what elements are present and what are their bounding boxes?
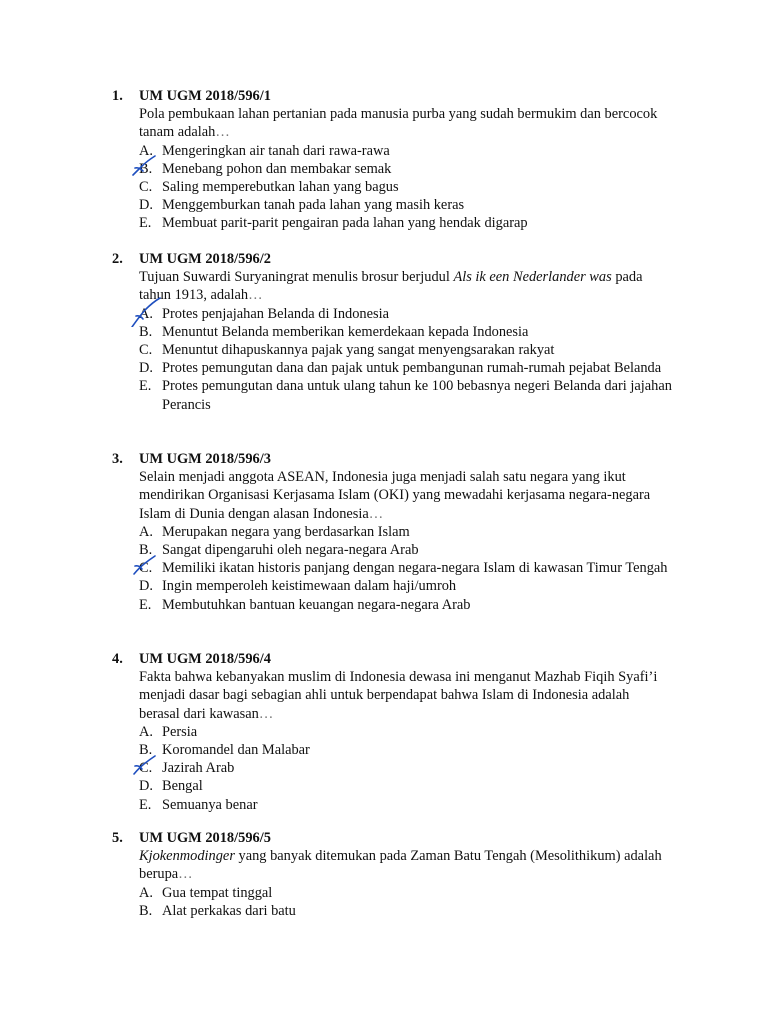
question-title: UM UGM 2018/596/4	[139, 651, 271, 667]
question-stem: Tujuan Suwardi Suryaningrat menulis brosur berjudul Als ik een Nederlander was pada tahun 1913, adalah…	[139, 269, 643, 304]
option-b: B. Menuntut Belanda memberikan kemerdekaan kepada Indonesia	[139, 323, 529, 340]
option-d: D. Menggemburkan tanah pada lahan yang masih keras	[139, 197, 465, 214]
options-list	[139, 142, 672, 233]
options-list	[139, 723, 672, 814]
question-title: UM UGM 2018/596/2	[139, 251, 271, 267]
question-3	[112, 450, 672, 614]
question-title: UM UGM 2018/596/5	[139, 830, 271, 846]
option-a: A. Gua tempat tinggal	[139, 884, 273, 901]
question-header	[112, 450, 672, 468]
question-title: UM UGM 2018/596/1	[139, 88, 271, 104]
option-c: C. Menuntut dihapuskannya pajak yang sangat menyengsarakan rakyat	[139, 342, 555, 359]
option-c: C. Jazirah Arab	[139, 759, 672, 777]
option-b: B. Koromandel dan Malabar	[139, 742, 310, 759]
option-d: D. Bengal	[139, 778, 203, 795]
options-list	[139, 305, 672, 414]
option-d: D. Protes pemungutan dana dan pajak untuk pembangunan rumah-rumah pejabat Belanda	[139, 360, 662, 377]
question-stem: Pola pembukaan lahan pertanian pada manusia purba yang sudah bermukim dan bercocok tanam adalah…	[139, 106, 658, 141]
option-e: E. Membuat parit-parit pengairan pada lahan yang hendak digarap	[139, 215, 528, 232]
question-2	[112, 250, 672, 414]
question-5	[112, 829, 672, 920]
question-stem: Kjokenmodinger yang banyak ditemukan pada Zaman Batu Tengah (Mesolithikum) adalah berupa…	[139, 848, 662, 883]
question-title: UM UGM 2018/596/3	[139, 451, 271, 467]
option-d: D. Ingin memperoleh keistimewaan dalam haji/umroh	[139, 578, 457, 595]
options-list	[139, 884, 672, 920]
question-header	[112, 250, 672, 268]
option-a: A. Merupakan negara yang berdasarkan Islam	[139, 523, 410, 540]
question-number: 4.	[112, 651, 123, 667]
option-c: C. Memiliki ikatan historis panjang dengan negara-negara Islam di kawasan Timur Tengah	[139, 559, 672, 577]
question-number: 5.	[112, 830, 123, 846]
question-stem: Selain menjadi anggota ASEAN, Indonesia juga menjadi salah satu negara yang ikut mendirikan Organisasi Kerjasama Islam (OKI) yang mewadahi kerjasama negara-negara Islam di Dunia dengan alasan Indonesia…	[139, 469, 651, 522]
question-4	[112, 650, 672, 814]
option-c: C. Saling memperebutkan lahan yang bagus	[139, 179, 399, 196]
option-a: A. Persia	[139, 723, 198, 740]
question-stem: Fakta bahwa kebanyakan muslim di Indonesia dewasa ini menganut Mazhab Fiqih Syafi’i menjadi dasar bagi sebagian ahli untuk berpendapat bahwa Islam di Indonesia adalah berasal dari kawasan…	[139, 669, 658, 722]
question-number: 1.	[112, 88, 123, 104]
option-a: A. Mengeringkan air tanah dari rawa-rawa	[139, 142, 390, 159]
question-number: 2.	[112, 251, 123, 267]
option-b: B. Alat perkakas dari batu	[139, 902, 296, 919]
question-header	[112, 650, 672, 668]
question-header	[112, 87, 672, 105]
question-1	[112, 87, 672, 233]
option-e: E. Membutuhkan bantuan keuangan negara-negara Arab	[139, 596, 471, 613]
options-list	[139, 523, 672, 614]
option-b: B. Sangat dipengaruhi oleh negara-negara Arab	[139, 542, 419, 559]
question-number: 3.	[112, 451, 123, 467]
question-header	[112, 829, 672, 847]
option-e: E. Semuanya benar	[139, 796, 258, 813]
option-b: B. Menebang pohon dan membakar semak	[139, 160, 672, 178]
option-a: A. Protes penjajahan Belanda di Indonesia	[139, 305, 672, 323]
option-e: E. Protes pemungutan dana untuk ulang tahun ke 100 bebasnya negeri Belanda dari jajahan Perancis	[139, 378, 672, 413]
